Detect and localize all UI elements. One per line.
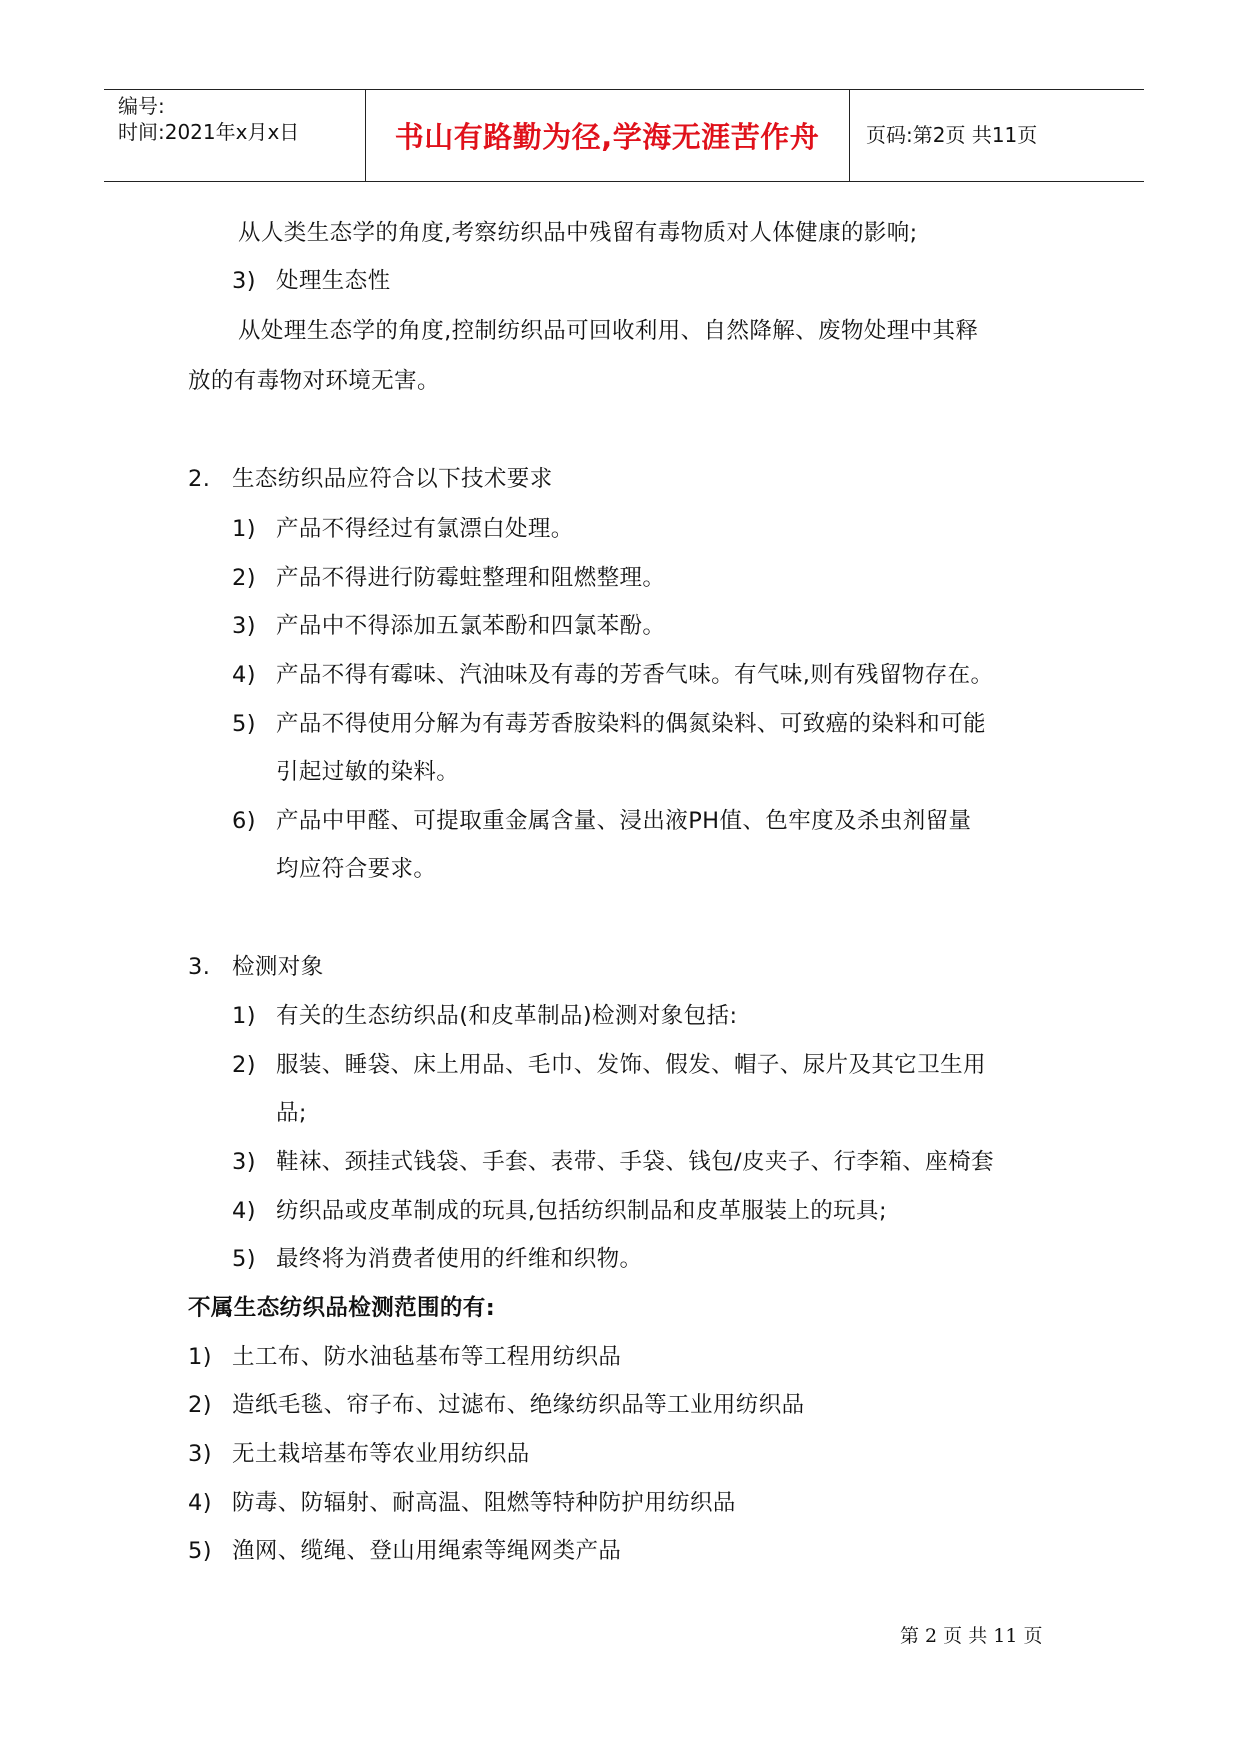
list-item [232,1196,887,1226]
list-item-continuation: 引起过敏的染料。 [276,759,460,785]
list-item-number: 5) [232,711,256,737]
list-item-continuation: 均应符合要求。 [276,856,437,882]
list-item [232,266,391,296]
list-item [232,709,986,739]
list-item-text: 造纸毛毯、帘子布、过滤布、绝缘纺织品等工业用纺织品 [232,1392,805,1418]
list-item-number: 4) [188,1490,212,1516]
list-item-number: 1) [188,1344,212,1370]
section-title: 生态纺织品应符合以下技术要求 [232,466,553,492]
paragraph: 从处理生态学的角度,控制纺织品可回收利用、自然降解、废物处理中其释 [238,318,979,344]
list-item [188,1342,621,1372]
list-item-text: 纺织品或皮革制成的玩具,包括纺织制品和皮革服装上的玩具; [276,1198,887,1224]
list-item-text: 鞋袜、颈挂式钱袋、手套、表带、手袋、钱包/皮夹子、行李箱、座椅套 [276,1149,994,1175]
list-item [232,806,971,836]
excluded-heading: 不属生态纺织品检测范围的有: [188,1295,496,1321]
list-item [232,563,665,593]
list-item-text: 防毒、防辐射、耐高温、阻燃等特种防护用纺织品 [232,1490,736,1516]
footer-page-number: 第 2 页 共 11 页 [900,1625,1043,1647]
list-item [188,1390,805,1420]
list-item [188,1488,736,1518]
section-number: 2. [188,466,211,492]
list-item-text: 产品中不得添加五氯苯酚和四氯苯酚。 [276,613,666,639]
list-item-number: 5) [232,1246,256,1272]
list-item [232,1147,994,1177]
header-divider [849,90,850,181]
list-item-text: 最终将为消费者使用的纤维和织物。 [276,1246,643,1272]
list-item [232,660,993,690]
list-item-number: 5) [188,1538,212,1564]
document-time-label: 时间:2021年x月x日 [118,120,300,144]
list-item-text: 渔网、缆绳、登山用绳索等绳网类产品 [232,1538,622,1564]
list-item [232,514,574,544]
section-heading [188,464,553,494]
list-item-text: 产品中甲醛、可提取重金属含量、浸出液PH值、色牢度及杀虫剂留量 [276,808,972,834]
list-item-number: 3) [232,613,256,639]
list-item-number: 2) [232,565,256,591]
list-item-number: 4) [232,1198,256,1224]
list-item-number: 3) [232,1149,256,1175]
header-page-number: 页码:第2页 共11页 [866,123,1038,147]
list-item-text: 产品不得进行防霉蛀整理和阻燃整理。 [276,565,666,591]
list-item-text: 产品不得使用分解为有毒芳香胺染料的偶氮染料、可致癌的染料和可能 [276,711,986,737]
list-item-text: 产品不得有霉味、汽油味及有毒的芳香气味。有气味,则有残留物存在。 [276,662,994,688]
section-heading [188,952,324,982]
list-item-text: 产品不得经过有氯漂白处理。 [276,516,574,542]
list-item [188,1439,530,1469]
paragraph: 放的有毒物对环境无害。 [188,368,440,394]
list-item-number: 6) [232,808,256,834]
list-item-continuation: 品; [276,1100,307,1126]
list-item [232,611,665,641]
list-item-number: 2) [232,1052,256,1078]
list-item-number: 4) [232,662,256,688]
list-item [232,1244,642,1274]
list-item [232,1050,986,1080]
header-motto: 书山有路勤为径,学海无涯苦作舟 [394,120,820,154]
document-number-label: 编号: [118,94,165,118]
list-item-text: 有关的生态纺织品(和皮革制品)检测对象包括: [276,1003,738,1029]
list-item [188,1536,621,1566]
section-title: 检测对象 [232,954,324,980]
list-item-text: 服装、睡袋、床上用品、毛巾、发饰、假发、帽子、尿片及其它卫生用 [276,1052,986,1078]
list-item-number: 1) [232,1003,256,1029]
list-item-text: 土工布、防水油毡基布等工程用纺织品 [232,1344,622,1370]
paragraph: 从人类生态学的角度,考察纺织品中残留有毒物质对人体健康的影响; [238,220,918,246]
list-item-number: 1) [232,516,256,542]
list-item-text: 无土栽培基布等农业用纺织品 [232,1441,530,1467]
list-item [232,1001,737,1031]
section-number: 3. [188,954,211,980]
list-item-number: 3) [188,1441,212,1467]
list-item-number: 3) [232,268,256,294]
list-item-text: 处理生态性 [276,268,391,294]
list-item-number: 2) [188,1392,212,1418]
page-header [104,89,1144,182]
